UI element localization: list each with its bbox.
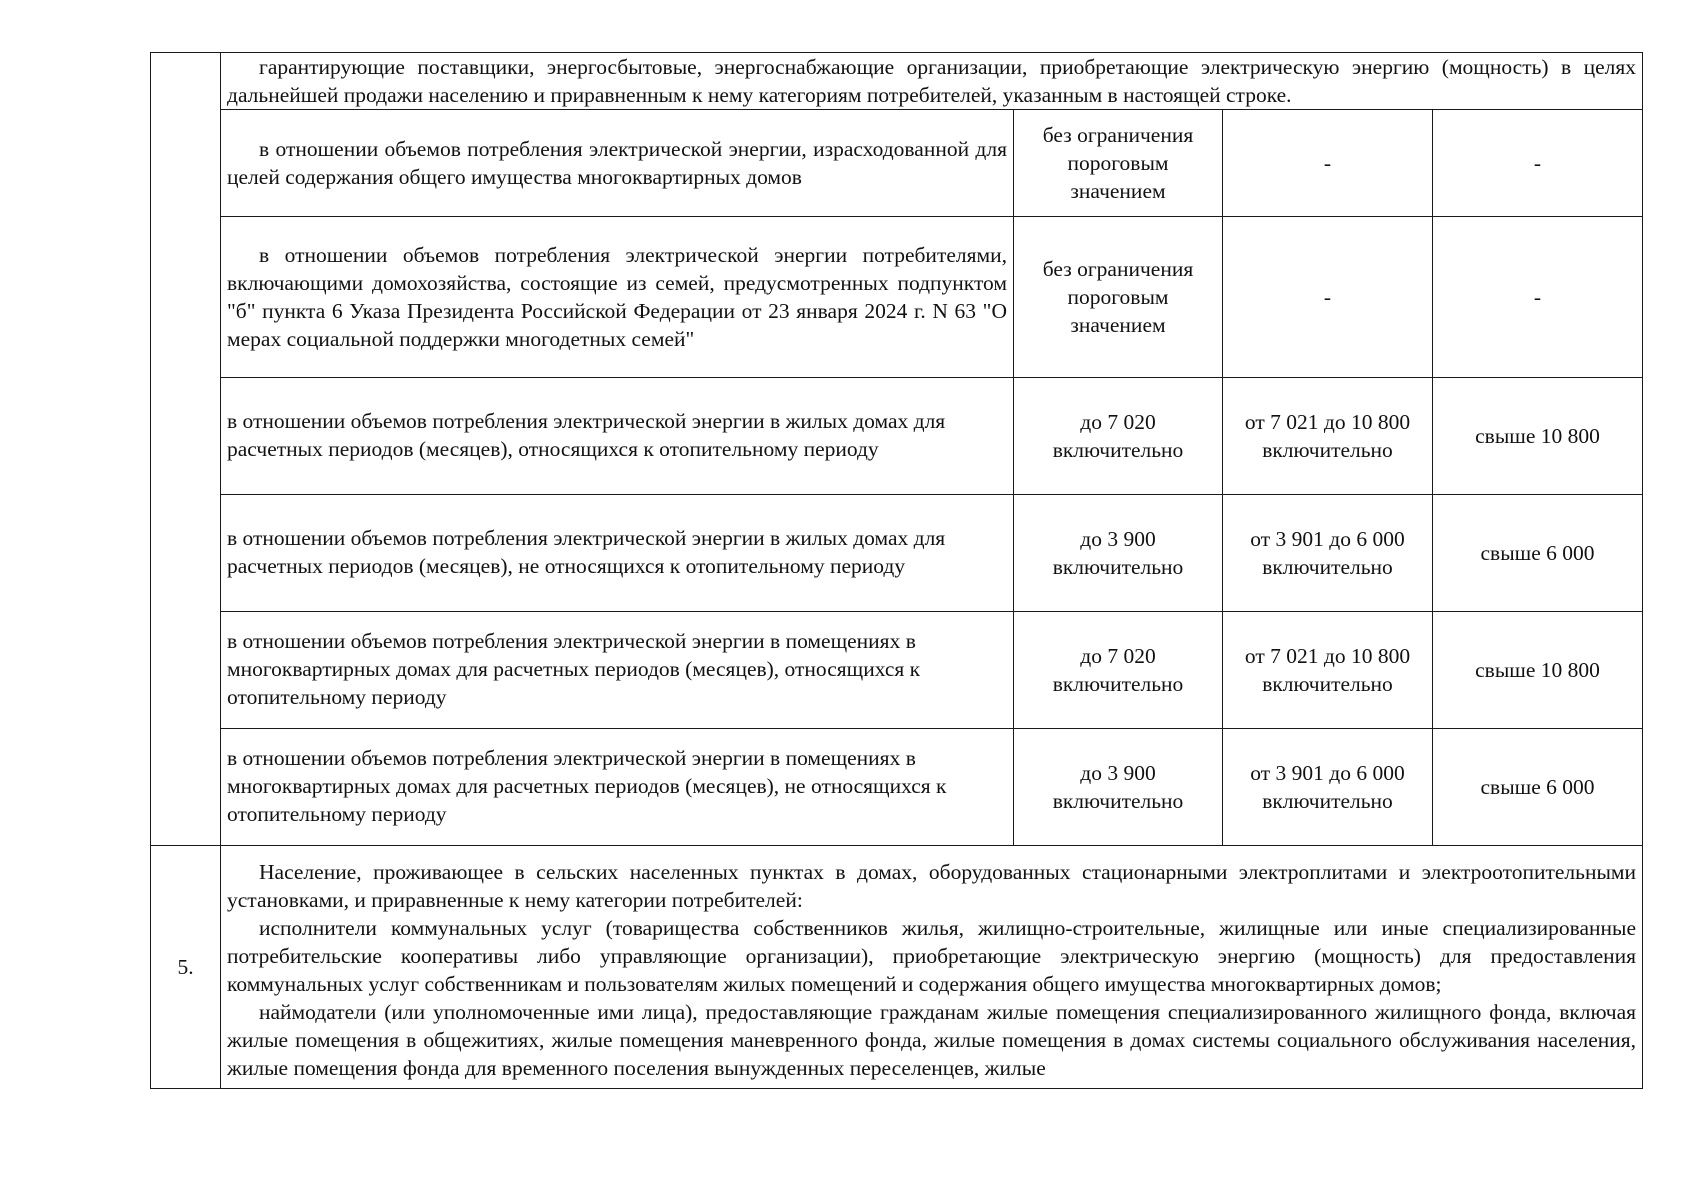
range-1-cell: до 3 900 включительно bbox=[1014, 495, 1223, 612]
tariff-volume-table bbox=[150, 52, 1643, 1089]
range-2-cell: от 3 901 до 6 000 включительно bbox=[1223, 729, 1433, 846]
table-row bbox=[151, 378, 1643, 495]
range-1-cell: до 7 020 включительно bbox=[1014, 378, 1223, 495]
row-five-paragraph: Население, проживающее в сельских населенных пунктах в домах, оборудованных стационарными электроплитами и электроотопительными установками, и приравненные к нему категории потребителей: bbox=[227, 860, 1637, 912]
row-number-cell bbox=[151, 53, 221, 846]
table-row bbox=[151, 729, 1643, 846]
row-description: в отношении объемов потребления электрической энергии в помещениях в многоквартирных домах для расчетных периодов (месяцев), не относящихся к отопительному периоду bbox=[221, 729, 1014, 846]
table-row bbox=[151, 495, 1643, 612]
table-row-five bbox=[151, 846, 1643, 1089]
row-description: в отношении объемов потребления электрической энергии потребителями, включающими домохозяйства, состоящие из семей, предусмотренных подпунктом "б" пункта 6 Указа Президента Российской Федерации от 23 января 2024 г. N 63 "О мерах социальной поддержки многодетных семей" bbox=[221, 217, 1014, 378]
range-2-cell: от 7 021 до 10 800 включительно bbox=[1223, 612, 1433, 729]
range-3-cell: - bbox=[1433, 110, 1643, 217]
row-five-paragraph: исполнители коммунальных услуг (товарищества собственников жилья, жилищно-строительные, жилищные или иные специализированные потребительские кооперативы либо управляющие организации), приобретающие электрическую энергию (мощность) для предоставления коммунальных услуг собственникам и пользователям жилых помещений и содержания общего имущества многоквартирных домов; bbox=[227, 916, 1637, 996]
range-2-cell: от 3 901 до 6 000 включительно bbox=[1223, 495, 1433, 612]
row-five-text-cell bbox=[221, 846, 1643, 1089]
range-3-cell: свыше 6 000 bbox=[1433, 495, 1643, 612]
row-number-cell: 5. bbox=[151, 846, 221, 1089]
range-1-cell: до 3 900 включительно bbox=[1014, 729, 1223, 846]
range-1-cell: до 7 020 включительно bbox=[1014, 612, 1223, 729]
table-row bbox=[151, 217, 1643, 378]
range-3-cell: свыше 10 800 bbox=[1433, 612, 1643, 729]
row-description: в отношении объемов потребления электрической энергии в помещениях в многоквартирных домах для расчетных периодов (месяцев), относящихся к отопительному периоду bbox=[221, 612, 1014, 729]
range-3-cell: свыше 6 000 bbox=[1433, 729, 1643, 846]
range-3-cell: - bbox=[1433, 217, 1643, 378]
row-five-paragraph: наймодатели (или уполномоченные ими лица), предоставляющие гражданам жилые помещения специализированного жилищного фонда, включая жилые помещения в общежитиях, жилые помещения маневренного фонда, жилые помещения в домах системы социального обслуживания населения, жилые помещения фонда для временного поселения вынужденных переселенцев, жилые bbox=[227, 1000, 1637, 1080]
range-3-cell: свыше 10 800 bbox=[1433, 378, 1643, 495]
row-description: в отношении объемов потребления электрической энергии, израсходованной для целей содержания общего имущества многоквартирных домов bbox=[221, 110, 1014, 217]
row-description: в отношении объемов потребления электрической энергии в жилых домах для расчетных периодов (месяцев), не относящихся к отопительному периоду bbox=[221, 495, 1014, 612]
group-intro-text: гарантирующие поставщики, энергосбытовые, энергоснабжающие организации, приобретающие электрическую энергию (мощность) в целях дальнейшей продажи населению и приравненным к нему категориям потребителей, указанным в настоящей строке. bbox=[227, 55, 1637, 107]
range-2-cell: от 7 021 до 10 800 включительно bbox=[1223, 378, 1433, 495]
range-1-cell: без ограничения пороговым значением bbox=[1014, 110, 1223, 217]
range-1-cell: без ограничения пороговым значением bbox=[1014, 217, 1223, 378]
table-row bbox=[151, 110, 1643, 217]
document-page bbox=[150, 52, 1642, 1089]
range-2-cell: - bbox=[1223, 110, 1433, 217]
table-row bbox=[151, 612, 1643, 729]
table-row-group-intro bbox=[151, 53, 1643, 110]
group-intro-cell bbox=[221, 53, 1643, 110]
range-2-cell: - bbox=[1223, 217, 1433, 378]
row-description: в отношении объемов потребления электрической энергии в жилых домах для расчетных периодов (месяцев), относящихся к отопительному периоду bbox=[221, 378, 1014, 495]
